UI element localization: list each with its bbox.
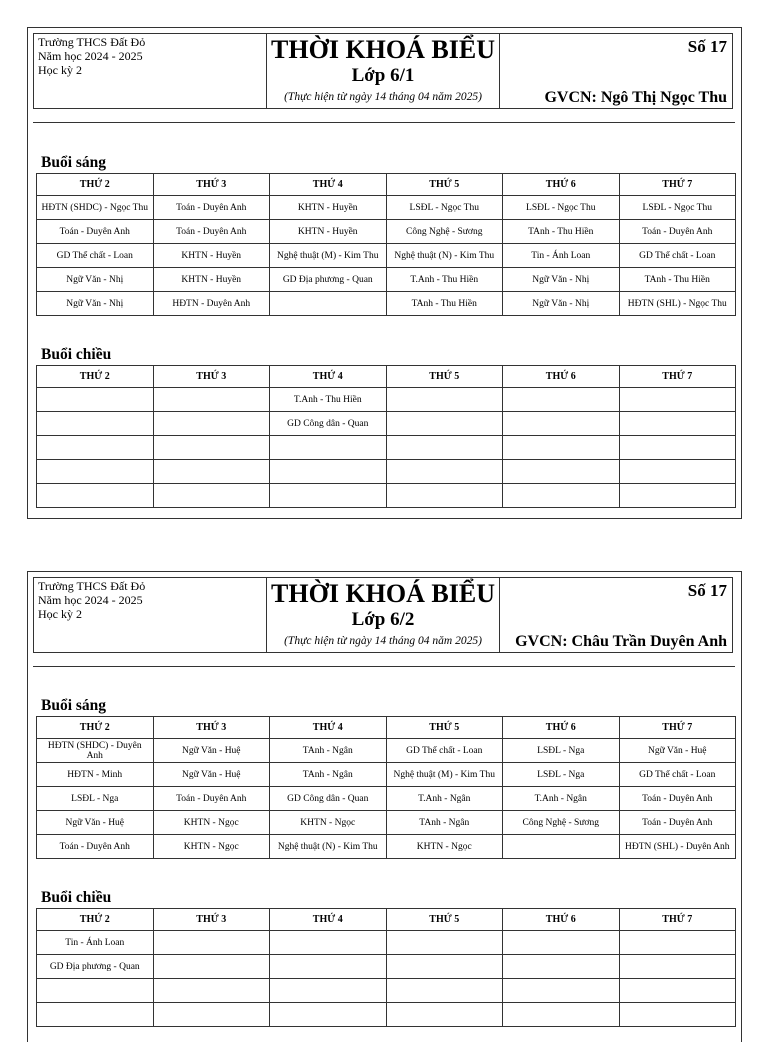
lesson-cell <box>619 931 736 955</box>
day-header: THỨ 7 <box>619 366 736 388</box>
lesson-cell <box>270 955 387 979</box>
lesson-cell: Toán - Duyên Anh <box>153 787 270 811</box>
title-block <box>267 578 500 652</box>
day-header: THỨ 4 <box>270 366 387 388</box>
lesson-row <box>37 196 736 220</box>
lesson-cell <box>153 436 270 460</box>
lesson-cell: Toán - Duyên Anh <box>619 811 736 835</box>
lesson-cell: KHTN - Ngọc <box>153 835 270 859</box>
lesson-row <box>37 292 736 316</box>
lesson-cell: GD Công dân - Quan <box>270 412 387 436</box>
school-year: Năm học 2024 - 2025 <box>38 593 143 607</box>
lesson-cell: GD Địa phương - Quan <box>37 955 154 979</box>
document-number: Số 17 <box>687 581 727 600</box>
document-number: Số 17 <box>687 37 727 56</box>
lesson-cell: Ngữ Văn - Nhị <box>37 292 154 316</box>
lesson-cell <box>37 1003 154 1027</box>
lesson-cell <box>270 436 387 460</box>
lesson-cell: Toán - Duyên Anh <box>37 220 154 244</box>
lesson-cell: KHTN - Huyền <box>153 268 270 292</box>
lesson-cell <box>386 979 503 1003</box>
lesson-cell <box>153 1003 270 1027</box>
sheet-header <box>33 33 733 109</box>
lesson-cell: Toán - Duyên Anh <box>153 220 270 244</box>
lesson-cell: Ngữ Văn - Huệ <box>37 811 154 835</box>
lesson-row <box>37 484 736 508</box>
day-header: THỨ 5 <box>386 909 503 931</box>
lesson-cell: Tin - Ánh Loan <box>37 931 154 955</box>
day-header: THỨ 6 <box>503 174 620 196</box>
day-header: THỨ 5 <box>386 717 503 739</box>
lesson-cell <box>503 412 620 436</box>
day-header: THỨ 2 <box>37 366 154 388</box>
lesson-cell <box>386 388 503 412</box>
day-header: THỨ 3 <box>153 174 270 196</box>
lesson-cell <box>37 412 154 436</box>
lesson-cell <box>386 436 503 460</box>
lesson-cell: TAnh - Ngân <box>270 763 387 787</box>
lesson-cell: T.Anh - Ngân <box>503 787 620 811</box>
school-year: Năm học 2024 - 2025 <box>38 49 143 63</box>
lesson-cell: GD Địa phương - Quan <box>270 268 387 292</box>
lesson-cell: Công Nghệ - Sương <box>503 811 620 835</box>
lesson-cell <box>37 979 154 1003</box>
semester: Học kỳ 2 <box>38 607 82 621</box>
title-block <box>267 34 500 108</box>
lesson-cell: LSĐL - Ngọc Thu <box>503 196 620 220</box>
lesson-cell <box>503 1003 620 1027</box>
day-header: THỨ 3 <box>153 909 270 931</box>
lesson-row <box>37 460 736 484</box>
semester: Học kỳ 2 <box>38 63 82 77</box>
day-header: THỨ 2 <box>37 174 154 196</box>
morning-section-title: Buổi sáng <box>41 154 107 171</box>
lesson-row <box>37 388 736 412</box>
lesson-row <box>37 835 736 859</box>
lesson-cell <box>37 484 154 508</box>
lesson-cell <box>619 484 736 508</box>
lesson-cell: HĐTN (SHL) - Ngọc Thu <box>619 292 736 316</box>
lesson-cell <box>386 955 503 979</box>
lesson-cell <box>386 1003 503 1027</box>
class-name: Lớp 6/2 <box>351 609 415 630</box>
effective-period: (Thực hiện từ ngày 14 tháng 04 năm 2025) <box>284 91 482 103</box>
lesson-cell <box>503 460 620 484</box>
lesson-cell: Nghệ thuật (M) - Kim Thu <box>270 244 387 268</box>
school-info <box>34 34 267 108</box>
school-name: Trường THCS Đất Đỏ <box>38 579 146 593</box>
divider <box>33 666 735 667</box>
lesson-cell: T.Anh - Ngân <box>386 787 503 811</box>
day-header: THỨ 3 <box>153 366 270 388</box>
lesson-cell <box>503 835 620 859</box>
lesson-cell: HĐTN (SHDC) - Ngọc Thu <box>37 196 154 220</box>
lesson-cell <box>386 412 503 436</box>
sheet-header <box>33 577 733 653</box>
lesson-cell <box>270 292 387 316</box>
lesson-cell <box>386 484 503 508</box>
school-info <box>34 578 267 652</box>
lesson-cell <box>503 931 620 955</box>
lesson-cell: KHTN - Huyền <box>270 220 387 244</box>
day-header: THỨ 4 <box>270 717 387 739</box>
lesson-row <box>37 787 736 811</box>
lesson-cell: Nghệ thuật (N) - Kim Thu <box>270 835 387 859</box>
lesson-cell: Ngữ Văn - Nhị <box>37 268 154 292</box>
lesson-cell: HĐTN (SHDC) - Duyên Anh <box>37 739 154 763</box>
lesson-cell: KHTN - Ngọc <box>270 811 387 835</box>
day-header-row <box>37 717 736 739</box>
lesson-cell: KHTN - Ngọc <box>153 811 270 835</box>
school-name: Trường THCS Đất Đỏ <box>38 35 146 49</box>
page-title: THỜI KHOÁ BIỂU <box>271 579 495 608</box>
lesson-cell: Tin - Ánh Loan <box>503 244 620 268</box>
lesson-cell: KHTN - Huyền <box>153 244 270 268</box>
lesson-cell <box>153 388 270 412</box>
morning-table <box>36 716 736 859</box>
lesson-cell <box>153 460 270 484</box>
day-header: THỨ 6 <box>503 909 620 931</box>
lesson-row <box>37 220 736 244</box>
lesson-cell <box>386 460 503 484</box>
lesson-cell: Ngữ Văn - Huệ <box>619 739 736 763</box>
day-header: THỨ 6 <box>503 366 620 388</box>
day-header-row <box>37 366 736 388</box>
lesson-row <box>37 268 736 292</box>
lesson-cell: GD Thể chất - Loan <box>37 244 154 268</box>
lesson-cell: HĐTN - Duyên Anh <box>153 292 270 316</box>
day-header: THỨ 4 <box>270 174 387 196</box>
lesson-cell <box>619 460 736 484</box>
lesson-cell <box>153 484 270 508</box>
lesson-cell <box>37 388 154 412</box>
lesson-cell <box>37 436 154 460</box>
day-header: THỨ 5 <box>386 366 503 388</box>
day-header: THỨ 5 <box>386 174 503 196</box>
lesson-cell: HĐTN (SHL) - Duyên Anh <box>619 835 736 859</box>
lesson-cell: Nghệ thuật (N) - Kim Thu <box>386 244 503 268</box>
lesson-cell: Công Nghệ - Sương <box>386 220 503 244</box>
lesson-cell: T.Anh - Thu Hiền <box>270 388 387 412</box>
lesson-cell: GD Thể chất - Loan <box>386 739 503 763</box>
lesson-cell: LSĐL - Ngọc Thu <box>619 196 736 220</box>
lesson-cell: Ngữ Văn - Huệ <box>153 763 270 787</box>
lesson-cell: Toán - Duyên Anh <box>619 787 736 811</box>
lesson-cell: LSĐL - Nga <box>503 739 620 763</box>
lesson-cell: HĐTN - Minh <box>37 763 154 787</box>
lesson-cell: TAnh - Thu Hiền <box>503 220 620 244</box>
lesson-cell: Ngữ Văn - Huệ <box>153 739 270 763</box>
afternoon-table <box>36 908 736 1027</box>
lesson-row <box>37 1003 736 1027</box>
lesson-row <box>37 931 736 955</box>
lesson-cell <box>153 931 270 955</box>
day-header-row <box>37 909 736 931</box>
lesson-cell <box>619 436 736 460</box>
homeroom-teacher: GVCN: Châu Trần Duyên Anh <box>515 633 727 650</box>
day-header-row <box>37 174 736 196</box>
lesson-cell <box>270 484 387 508</box>
lesson-cell <box>503 484 620 508</box>
afternoon-section-title: Buổi chiều <box>41 346 112 363</box>
lesson-cell: Ngữ Văn - Nhị <box>503 268 620 292</box>
lesson-row <box>37 244 736 268</box>
lesson-cell <box>153 412 270 436</box>
lesson-cell <box>270 1003 387 1027</box>
divider <box>33 122 735 123</box>
lesson-cell: Ngữ Văn - Nhị <box>503 292 620 316</box>
lesson-cell <box>619 1003 736 1027</box>
afternoon-table <box>36 365 736 508</box>
lesson-cell: Toán - Duyên Anh <box>153 196 270 220</box>
day-header: THỨ 4 <box>270 909 387 931</box>
timetable-sheet-6-1 <box>27 27 742 519</box>
number-block <box>500 578 732 652</box>
day-header: THỨ 7 <box>619 909 736 931</box>
class-name: Lớp 6/1 <box>351 65 415 86</box>
lesson-cell <box>37 460 154 484</box>
lesson-cell <box>503 979 620 1003</box>
lesson-cell: LSĐL - Nga <box>503 763 620 787</box>
timetable-sheet-6-2 <box>27 571 742 1042</box>
lesson-cell <box>386 931 503 955</box>
lesson-cell <box>619 412 736 436</box>
morning-table <box>36 173 736 316</box>
lesson-row <box>37 412 736 436</box>
page-title: THỜI KHOÁ BIỂU <box>271 35 495 64</box>
afternoon-section-title: Buổi chiều <box>41 889 112 906</box>
lesson-cell <box>153 979 270 1003</box>
lesson-row <box>37 811 736 835</box>
lesson-cell <box>503 388 620 412</box>
lesson-cell: GD Công dân - Quan <box>270 787 387 811</box>
lesson-cell: Nghệ thuật (M) - Kim Thu <box>386 763 503 787</box>
lesson-cell <box>270 931 387 955</box>
lesson-cell <box>619 388 736 412</box>
lesson-cell: Toán - Duyên Anh <box>37 835 154 859</box>
lesson-cell <box>619 955 736 979</box>
lesson-cell: TAnh - Thu Hiền <box>386 292 503 316</box>
effective-period: (Thực hiện từ ngày 14 tháng 04 năm 2025) <box>284 635 482 647</box>
lesson-cell <box>153 955 270 979</box>
lesson-cell <box>270 979 387 1003</box>
lesson-cell: GD Thể chất - Loan <box>619 763 736 787</box>
lesson-cell: KHTN - Huyền <box>270 196 387 220</box>
day-header: THỨ 7 <box>619 174 736 196</box>
lesson-cell: TAnh - Ngân <box>386 811 503 835</box>
lesson-cell: T.Anh - Thu Hiền <box>386 268 503 292</box>
lesson-cell <box>619 979 736 1003</box>
homeroom-teacher: GVCN: Ngô Thị Ngọc Thu <box>544 89 727 106</box>
lesson-cell: Toán - Duyên Anh <box>619 220 736 244</box>
lesson-cell: LSĐL - Nga <box>37 787 154 811</box>
morning-section-title: Buổi sáng <box>41 697 107 714</box>
lesson-row <box>37 955 736 979</box>
day-header: THỨ 2 <box>37 717 154 739</box>
number-block <box>500 34 732 108</box>
lesson-cell <box>503 955 620 979</box>
lesson-row <box>37 436 736 460</box>
lesson-cell: TAnh - Ngân <box>270 739 387 763</box>
lesson-row <box>37 763 736 787</box>
lesson-row <box>37 739 736 763</box>
lesson-cell: TAnh - Thu Hiền <box>619 268 736 292</box>
day-header: THỨ 3 <box>153 717 270 739</box>
lesson-cell: GD Thể chất - Loan <box>619 244 736 268</box>
day-header: THỨ 2 <box>37 909 154 931</box>
day-header: THỨ 6 <box>503 717 620 739</box>
lesson-cell: LSĐL - Ngọc Thu <box>386 196 503 220</box>
day-header: THỨ 7 <box>619 717 736 739</box>
lesson-cell <box>270 460 387 484</box>
lesson-cell <box>503 436 620 460</box>
lesson-cell: KHTN - Ngọc <box>386 835 503 859</box>
lesson-row <box>37 979 736 1003</box>
